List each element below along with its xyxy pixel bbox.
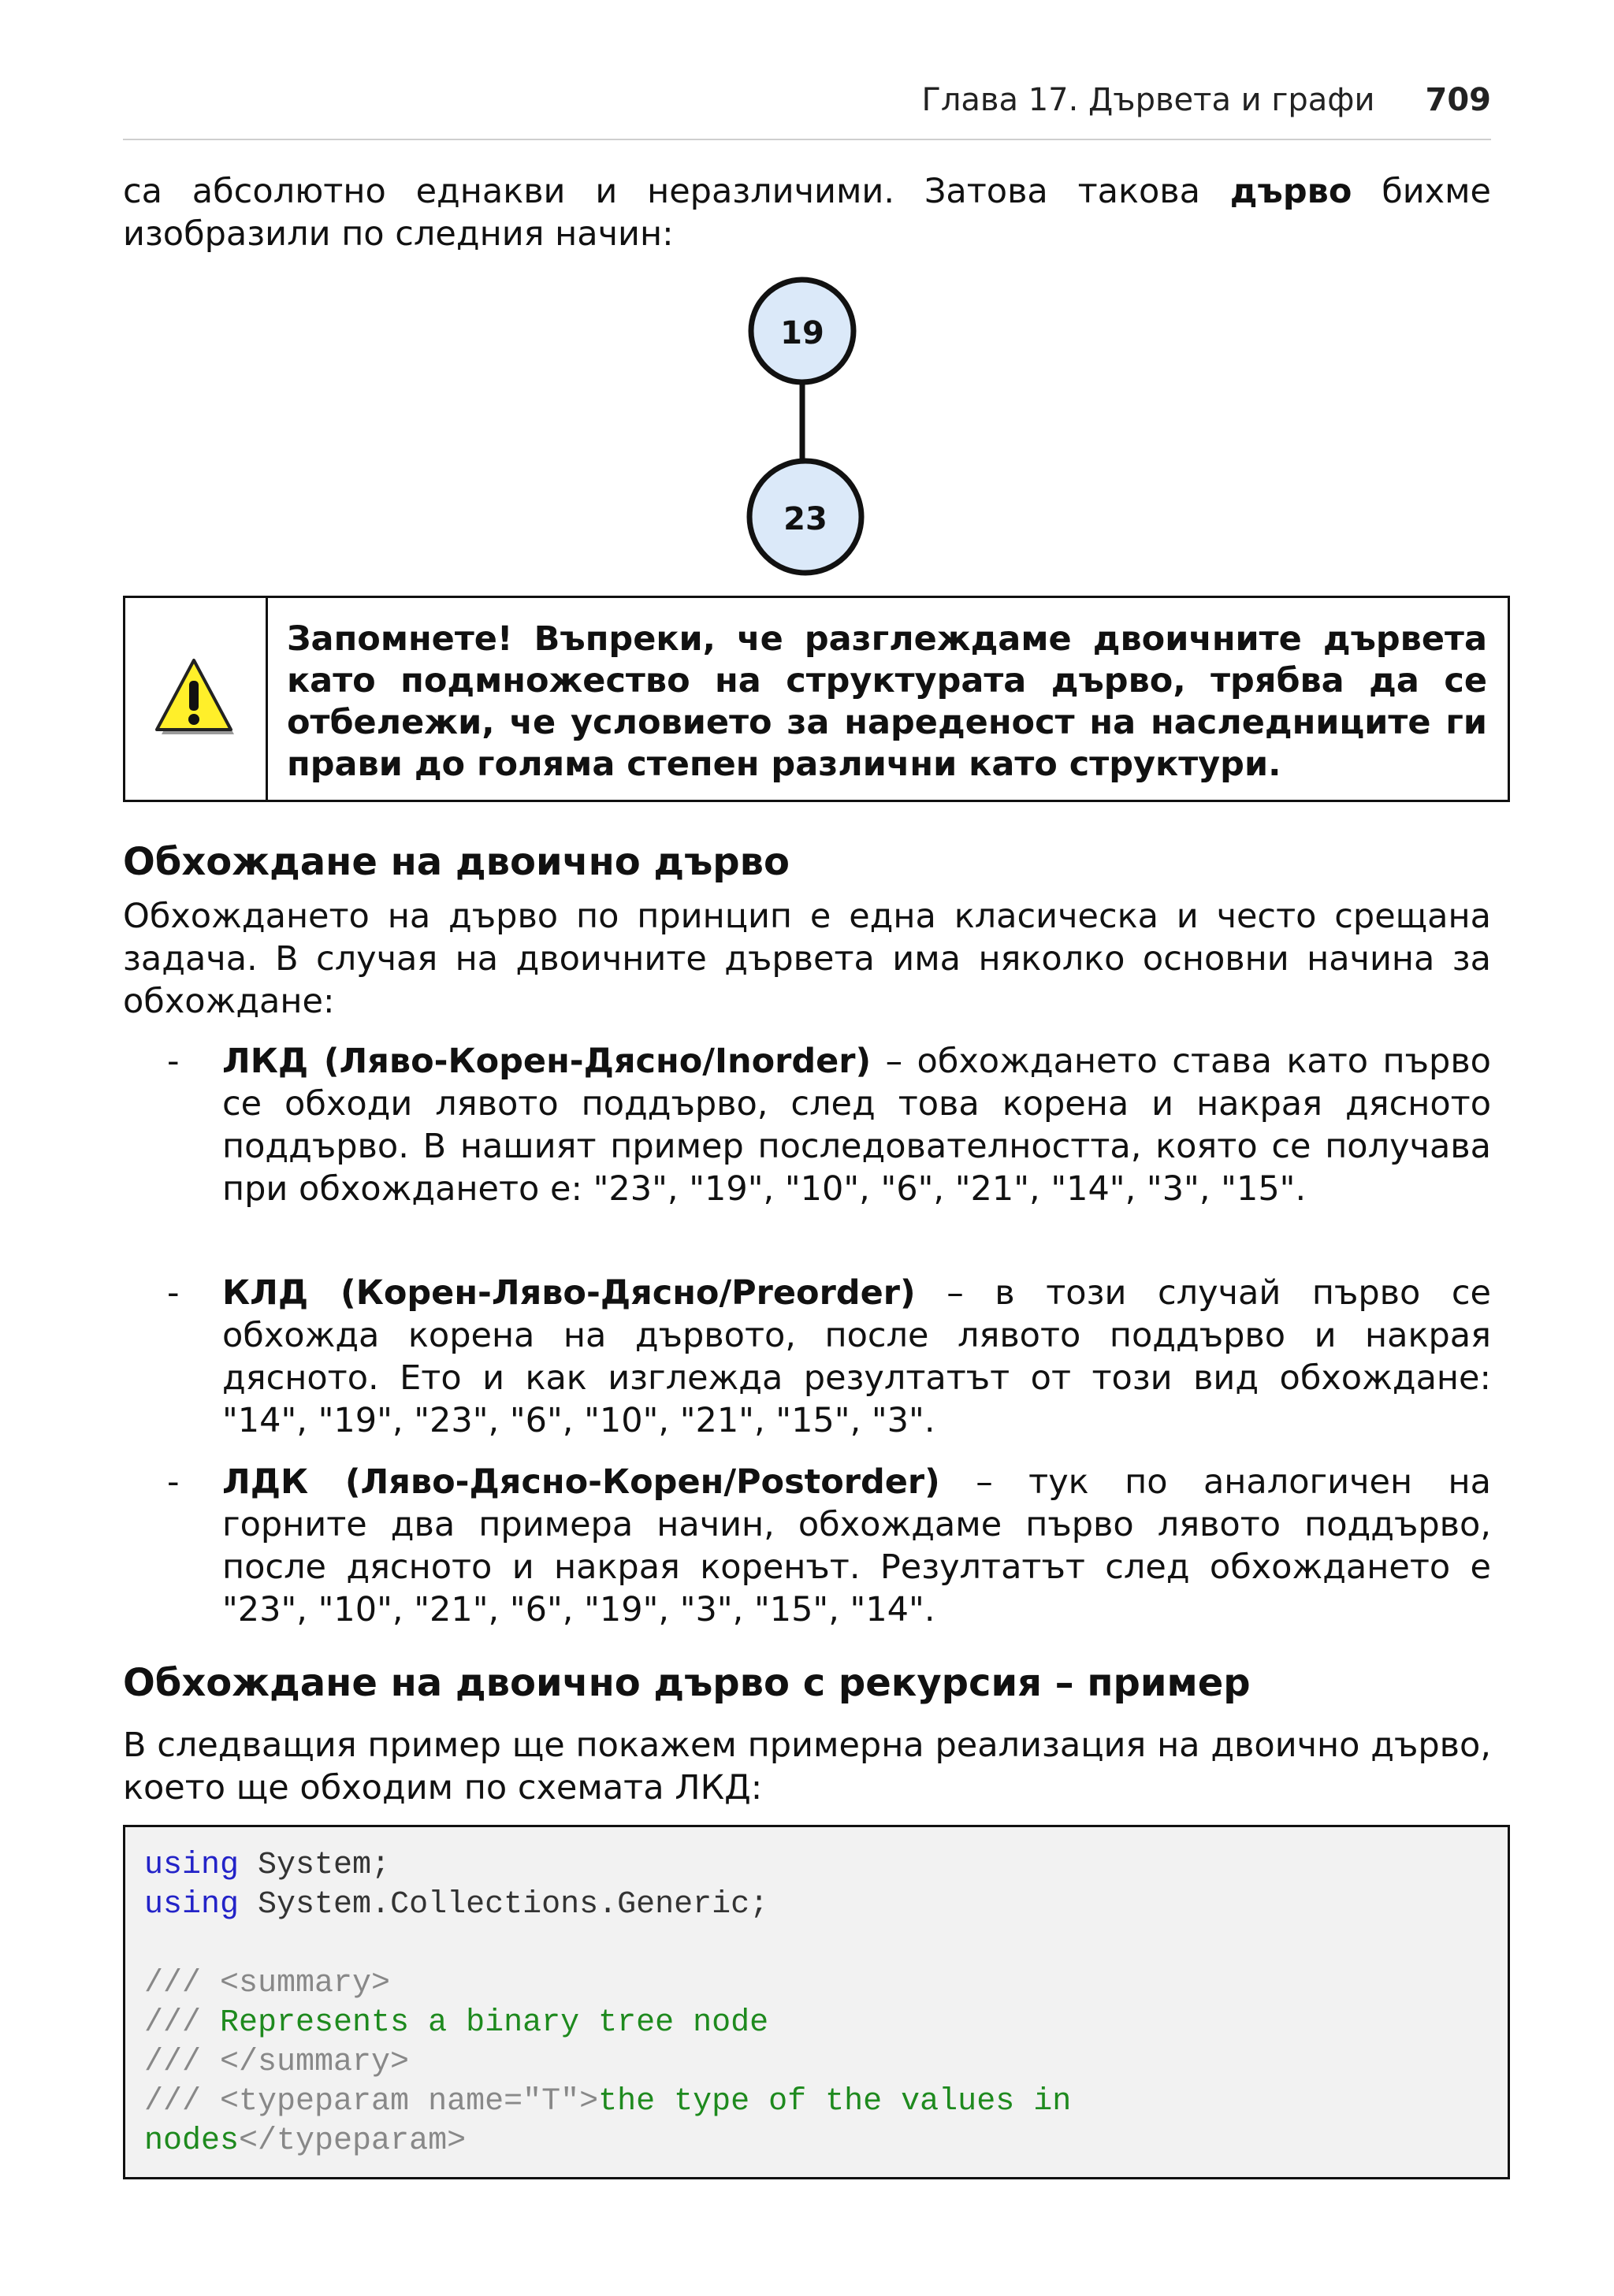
code-xml-tag: </summary>	[201, 2045, 410, 2080]
code-xml-tag: </typeparam>	[239, 2123, 467, 2159]
list-item	[167, 1461, 1491, 1631]
warning-icon-cell	[125, 598, 268, 800]
tree-diagram	[123, 268, 1510, 583]
intro-text-start: са абсолютно еднакви и неразличими. Затова такова	[123, 172, 1230, 211]
list-item	[167, 1272, 1491, 1442]
page-number: 709	[1425, 82, 1491, 118]
list-item	[167, 1040, 1491, 1210]
chapter-title: Глава 17. Дървета и графи	[921, 82, 1375, 118]
list-bullet: -	[167, 1273, 180, 1313]
code-block	[123, 1825, 1510, 2179]
code-comment-marker: ///	[144, 2005, 202, 2041]
section-heading-traversal: Обхождане на двоично дърво	[123, 840, 790, 884]
code-comment-text: nodes	[144, 2123, 240, 2159]
list-item-term: ЛКД (Ляво-Корен-Дясно/Inorder)	[222, 1042, 872, 1081]
code-comment-text: Represents a binary tree node	[201, 2005, 769, 2041]
code-comment-marker: ///	[144, 2045, 202, 2080]
list-bullet: -	[167, 1462, 180, 1502]
warning-note-box	[123, 596, 1510, 802]
list-item-text: – в този случай първо се обхожда корена на дървото, после лявото поддърво и накрая дясното. Ето и как изглежда резултатът от този вид обхождане: "14", "19", "23", "6", "10", "21", "15", "3".	[222, 1273, 1491, 1440]
code-comment-marker: ///	[144, 1966, 202, 2001]
code-keyword: using	[144, 1848, 240, 1883]
section-heading-recursion-example: Обхождане на двоично дърво с рекурсия – пример	[123, 1661, 1251, 1705]
header-divider	[123, 139, 1491, 140]
list-item-text: – тук по аналогичен на горните два примера начин, обхождаме първо лявото поддърво, после дясното и накрая коренът. Резултатът след обхождането е "23", "10", "21", "6", "19", "3", "15", "14".	[222, 1462, 1491, 1629]
page-header	[123, 82, 1491, 126]
list-item-term: КЛД (Корен-Ляво-Дясно/Preorder)	[222, 1273, 916, 1313]
code-comment-marker: ///	[144, 2084, 202, 2120]
code-comment-text: the type of the values in	[598, 2084, 1072, 2120]
intro-text-end: бихме изобразили по следния начин:	[123, 172, 1491, 254]
tree-node-child-label: 23	[783, 501, 827, 537]
code-keyword: using	[144, 1887, 240, 1923]
code-text: System;	[239, 1848, 391, 1883]
warning-note-text: Запомнете! Въпреки, че разглеждаме двоичните дървета като подмножество на структурата дърво, трябва да се отбележи, че условието за нареденост на наследниците ги прави до голяма степен различни като структури.	[287, 619, 1487, 784]
tree-node-root-label: 19	[780, 315, 824, 351]
list-bullet: -	[167, 1042, 180, 1081]
code-xml-tag: <typeparam name="T">	[201, 2084, 599, 2120]
recursion-intro-paragraph: В следващия пример ще покажем примерна реализация на двоично дърво, което ще обходим по схемата ЛКД:	[123, 1726, 1491, 1807]
intro-paragraph	[123, 170, 1491, 255]
list-item-text: – обхождането става като първо се обходи лявото поддърво, след това корена и накрая дясното поддърво. В нашият пример последователността, която се получава при обхождането е: "23", "19", "10", "6", "21", "14", "3", "15".	[222, 1042, 1491, 1209]
intro-bold-term: дърво	[1229, 172, 1352, 211]
traversal-intro-paragraph: Обхождането на дърво по принцип е една класическа и често срещана задача. В случая на двоичните дървета има няколко основни начина за обхождане:	[123, 897, 1491, 1021]
code-xml-tag: <summary>	[201, 1966, 391, 2001]
warning-icon	[152, 656, 239, 742]
code-text: System.Collections.Generic;	[239, 1887, 769, 1923]
list-item-term: ЛДК (Ляво-Дясно-Корен/Postorder)	[222, 1462, 940, 1502]
